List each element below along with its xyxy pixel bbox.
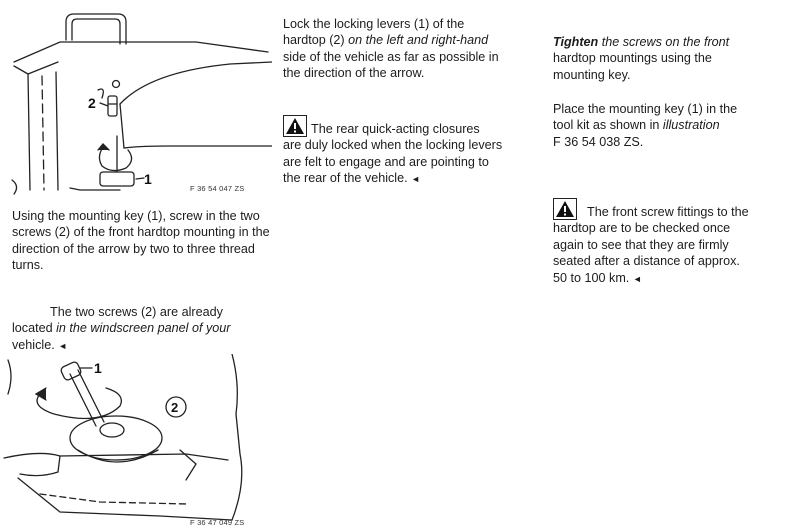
lock-line-2-pre: hardtop (2) [283,33,349,48]
note-line-3 [12,337,274,354]
end-mark-icon: ◄ [411,174,421,185]
figure-code-top: F 36 54 047 ZS [190,184,245,193]
figure-code-bottom: F 36 47 049 ZS [190,518,245,527]
warn3-line-1 [553,198,785,220]
tighten-line-2: hardtop mountings using the [553,51,712,66]
note-line-1: The two screws (2) are already [50,305,223,319]
note-line-2 [12,320,274,336]
tighten-italic: the screws on the front [598,35,730,49]
warning-icon [283,115,307,137]
tighten-bold: Tighten [553,35,599,49]
note-line-2-italic: in the windscreen panel of your [52,321,231,336]
hardtop-locking-illustration [0,0,272,200]
instruction-tighten [553,34,783,83]
figure-label-1: 1 [144,171,152,187]
warn3-text-5: 50 to 100 km. [553,270,630,285]
warn2-text-4: the rear of the vehicle. [283,171,408,186]
figure-label-1: 1 [94,360,102,376]
warning-rear-closures [283,115,545,188]
lock-line-1: Lock the locking levers (1) of the [283,17,465,31]
mounting-key-illustration [0,354,272,525]
warn3-line-5 [553,270,785,287]
instruction-screw-in: Using the mounting key (1), screw in the two screws (2) of the front hardtop mounting in the direction of the arrow by two to three thread turns. [12,209,270,273]
end-mark-icon: ◄ [58,340,68,351]
place-line-3: F 36 54 038 ZS. [553,134,644,149]
lock-line-4: the direction of the arrow. [283,66,425,81]
warning-icon [553,198,577,220]
instruction-lock-levers [283,16,543,82]
warn3-text-1: The front screw fittings to the [587,205,749,219]
lock-line-2-italic: on the left and right-hand [348,33,489,48]
warn2-text-1: The rear quick-acting closures [311,122,480,136]
warning-front-fittings [553,198,785,287]
lock-line-3: side of the vehicle as far as possible in [283,49,499,64]
note-line-2-pre: located [12,321,53,336]
instruction-place-key [553,101,783,150]
figure-label-2: 2 [88,95,96,111]
place-line-1: Place the mounting key (1) in the [553,102,738,116]
note-line-3-text: vehicle. [12,337,55,352]
figure-label-2: 2 [171,400,179,415]
lock-line-2 [283,32,543,48]
place-line-2 [553,117,783,133]
warn3-line-2: hardtop are to be checked once [553,221,731,236]
warn2-line-4 [283,170,545,187]
tighten-line-1 [553,34,783,50]
end-mark-icon: ◄ [632,273,642,284]
place-line-2-italic: illustration [662,118,720,133]
place-line-2-pre: tool kit as shown in [553,118,663,133]
warn3-line-4: seated after a distance of approx. [553,254,740,269]
warn2-line-3: are felt to engage and are pointing to [283,154,489,169]
warn2-line-1 [283,115,545,137]
warn3-line-3: again to see that they are firmly [553,237,729,252]
warn2-line-2: are duly locked when the locking levers [283,138,503,153]
tighten-line-3: mounting key. [553,67,631,82]
note-screws-located [12,304,274,354]
